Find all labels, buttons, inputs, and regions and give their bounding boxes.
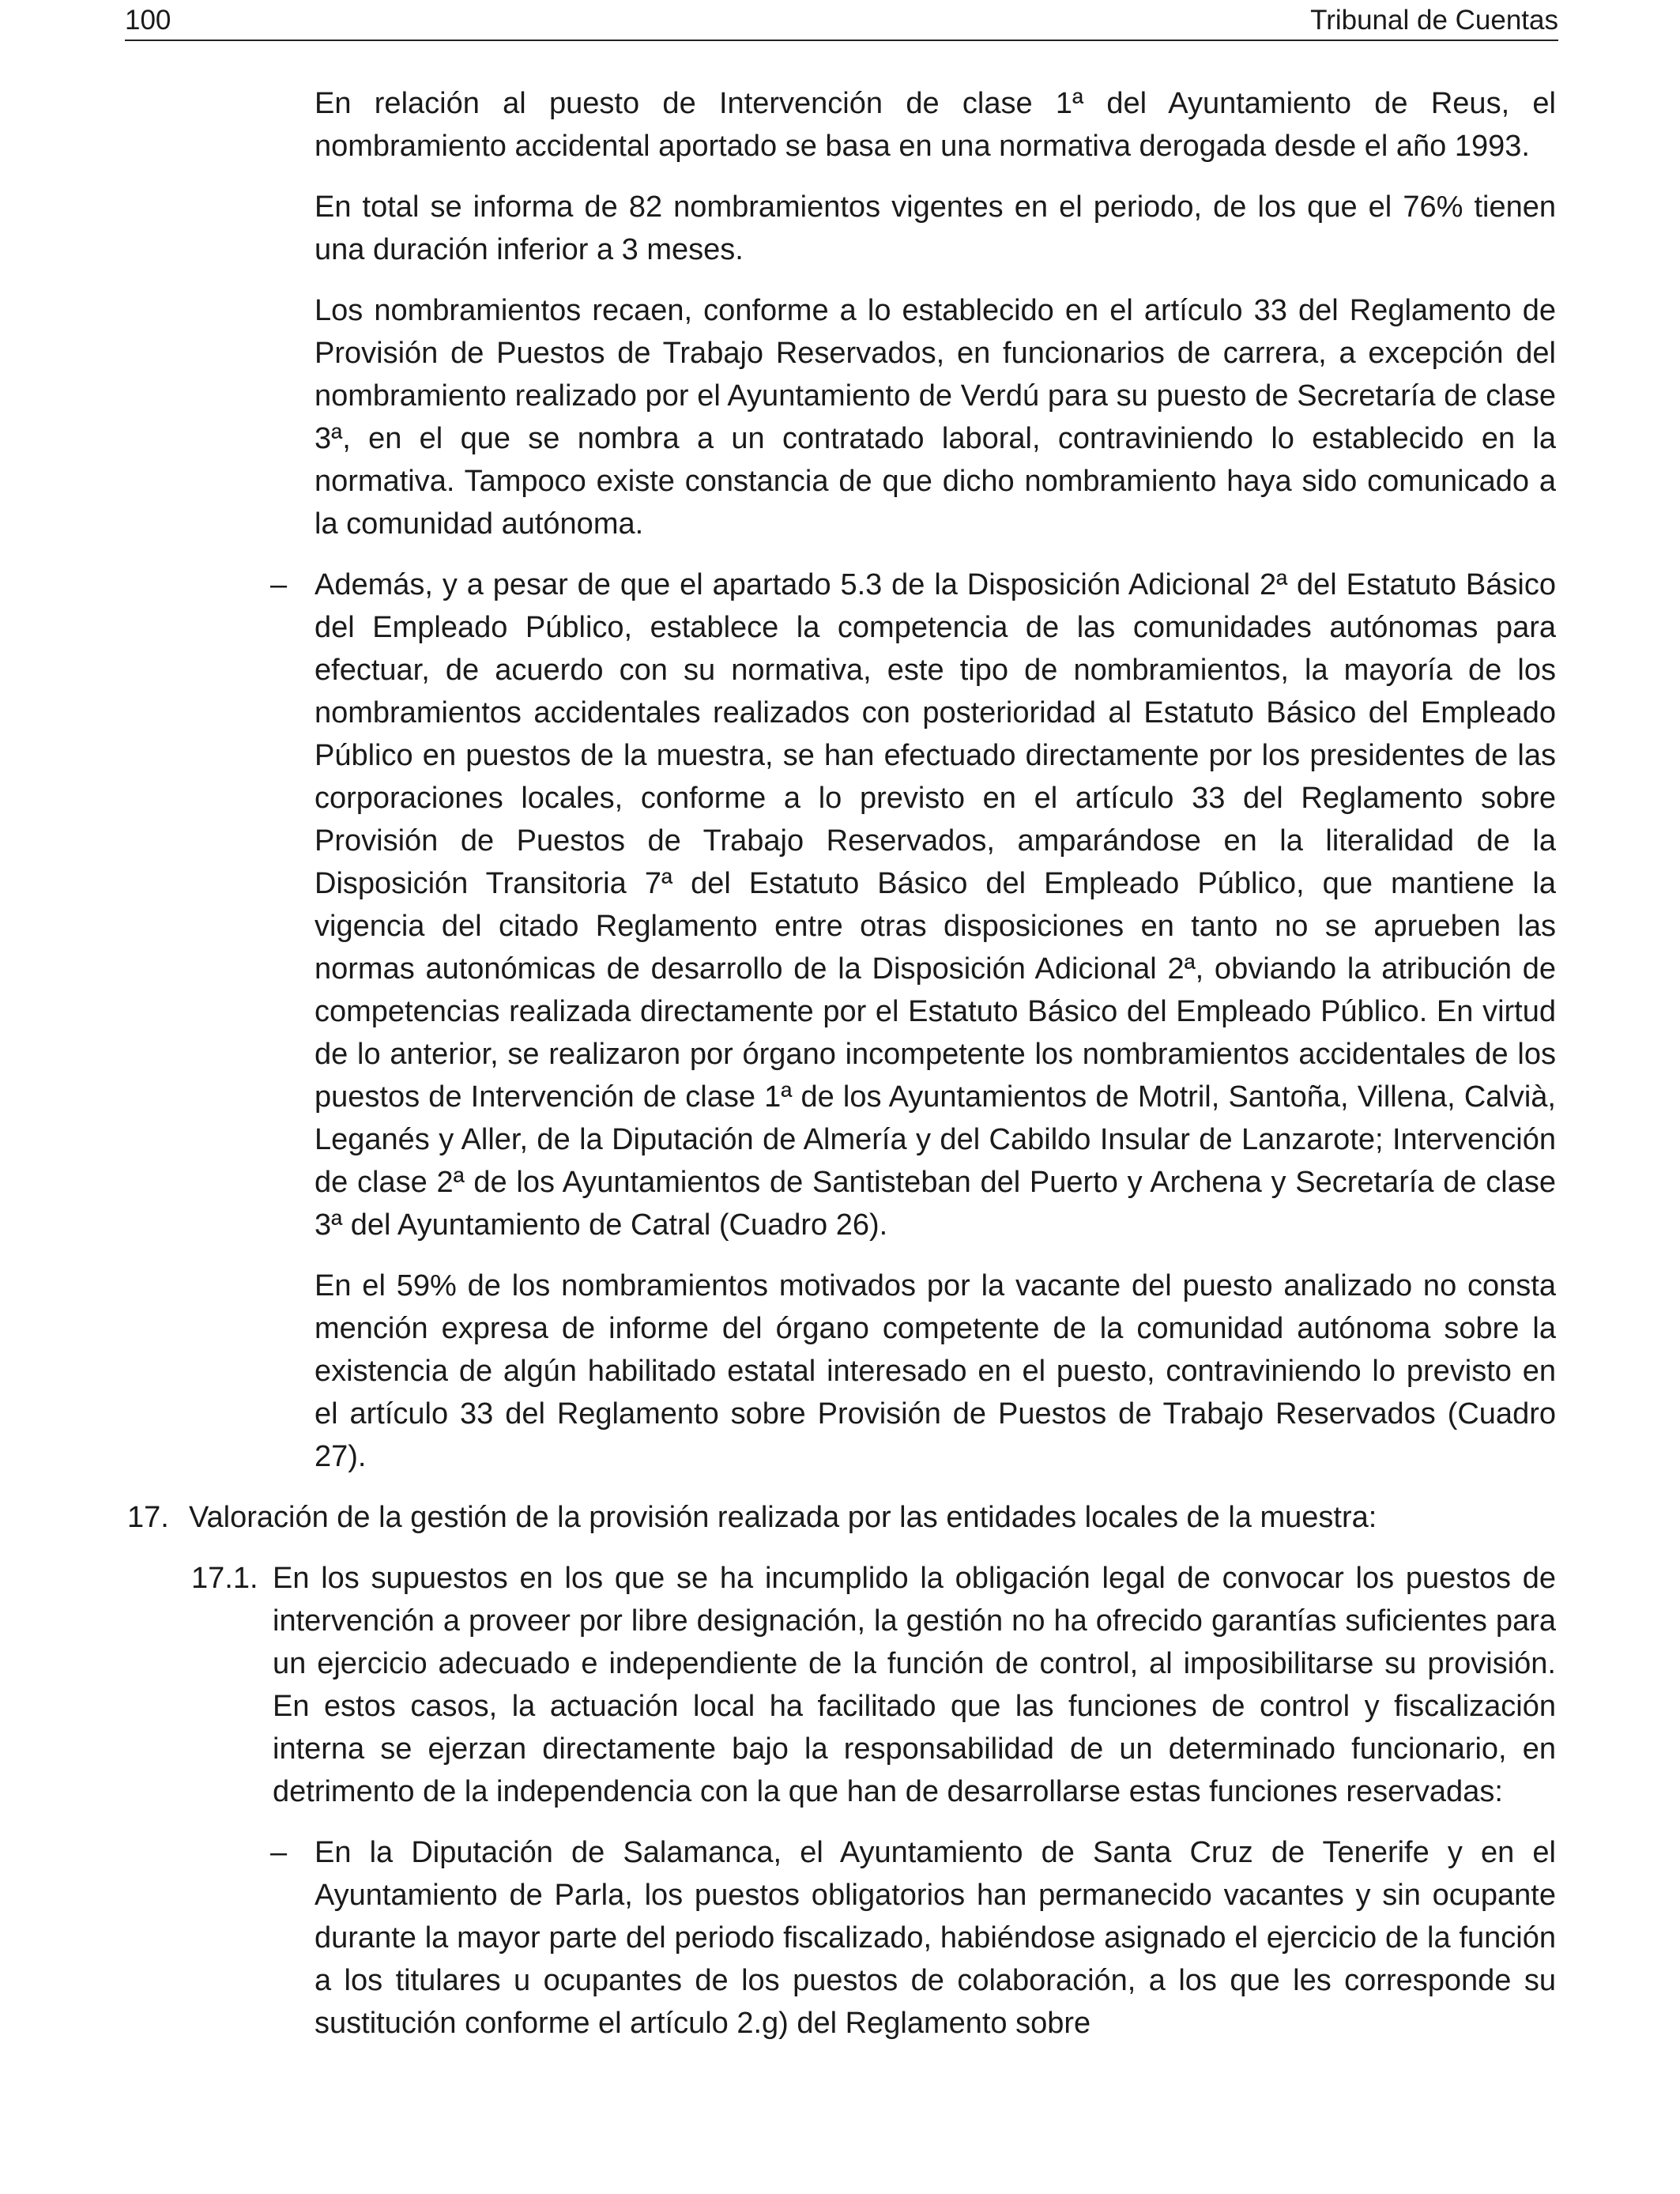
numbered-item-17 [127, 1496, 1556, 1539]
bullet-item-competencia [270, 564, 1556, 1246]
paragraph-reus: En relación al puesto de Intervención de clase 1ª del Ayuntamiento de Reus, el nombramiento accidental aportado se basa en una normativa derogada desde el año 1993. [315, 87, 1556, 163]
item-number-17: 17. [127, 1501, 169, 1534]
dash-bullet-icon: – [270, 568, 288, 601]
document-body [0, 82, 1680, 2063]
paragraph-total-nombramientos: En total se informa de 82 nombramientos vigentes en el periodo, de los que el 76% tienen una duración inferior a 3 meses. [315, 190, 1556, 266]
item-number-17-1: 17.1. [191, 1562, 258, 1595]
page-number: 100 [125, 5, 171, 36]
dash-bullet-icon: – [270, 1836, 288, 1869]
running-title: Tribunal de Cuentas [1310, 5, 1558, 36]
item-17-1-text: En los supuestos en los que se ha incumplido la obligación legal de convocar los puestos de intervención a proveer por libre designación, la gestión no ha ofrecido garantías suficientes para un ejercicio adecuado e independiente de la función de control, al imposibilitarse su provisión. En estos casos, la actuación local ha facilitado que las funciones de control y fiscalización interna se ejerzan directamente bajo la responsabilidad de un determinado funcionario, en detrimento de la independencia con la que han de desarrollarse estas funciones reservadas: [273, 1562, 1556, 1808]
bullet-text-competencia: Además, y a pesar de que el apartado 5.3 de la Disposición Adicional 2ª del Estatuto Básico del Empleado Público, establece la competencia de las comunidades autónomas para efectuar, de acuerdo con su normativa, este tipo de nombramientos, la mayoría de los nombramientos accidentales realizados con posterioridad al Estatuto Básico del Empleado Público en puestos de la muestra, se han efectuado directamente por los presidentes de las corporaciones locales, conforme a lo previsto en el artículo 33 del Reglamento sobre Provisión de Puestos de Trabajo Reservados, amparándose en la literalidad de la Disposición Transitoria 7ª del Estatuto Básico del Empleado Público, que mantiene la vigencia del citado Reglamento entre otras disposiciones en tanto no se aprueben las normas autonómicas de desarrollo de la Disposición Adicional 2ª, obviando la atribución de competencias realizada directamente por el Estatuto Básico del Empleado Público. En virtud de lo anterior, se realizaron por órgano incompetente los nombramientos accidentales de los puestos de Intervención de clase 1ª de los Ayuntamientos de Motril, Santoña, Villena, Calvià, Leganés y Aller, de la Diputación de Almería y del Cabildo Insular de Lanzarote; Intervención de clase 2ª de los Ayuntamientos de Santisteban del Puerto y Archena y Secretaría de clase 3ª del Ayuntamiento de Catral (Cuadro 26). [315, 568, 1556, 1242]
paragraph-funcionarios-carrera: Los nombramientos recaen, conforme a lo establecido en el artículo 33 del Reglamento de Provisión de Puestos de Trabajo Reservados, en funcionarios de carrera, a excepción del nombramiento realizado por el Ayuntamiento de Verdú para su puesto de Secretaría de clase 3ª, en el que se nombra a un contratado laboral, contraviniendo lo establecido en la normativa. Tampoco existe constancia de que dicho nombramiento haya sido comunicado a la comunidad autónoma. [315, 294, 1556, 541]
numbered-item-17-1 [191, 1557, 1556, 1813]
page-header [125, 3, 1558, 41]
bullet-text-salamanca: En la Diputación de Salamanca, el Ayuntamiento de Santa Cruz de Tenerife y en el Ayuntamiento de Parla, los puestos obligatorios han permanecido vacantes y sin ocupante durante la mayor parte del periodo fiscalizado, habiéndose asignado el ejercicio de la función a los titulares u ocupantes de los puestos de colaboración, a los que les corresponde su sustitución conforme el artículo 2.g) del Reglamento sobre [315, 1836, 1556, 2040]
bullet-item-salamanca [270, 1831, 1556, 2045]
item-17-heading: Valoración de la gestión de la provisión realizada por las entidades locales de la muestra: [189, 1501, 1377, 1534]
paragraph-59-percent: En el 59% de los nombramientos motivados por la vacante del puesto analizado no consta mención expresa de informe del órgano competente de la comunidad autónoma sobre la existencia de algún habilitado estatal interesado en el puesto, contraviniendo lo previsto en el artículo 33 del Reglamento sobre Provisión de Puestos de Trabajo Reservados (Cuadro 27). [315, 1269, 1556, 1473]
